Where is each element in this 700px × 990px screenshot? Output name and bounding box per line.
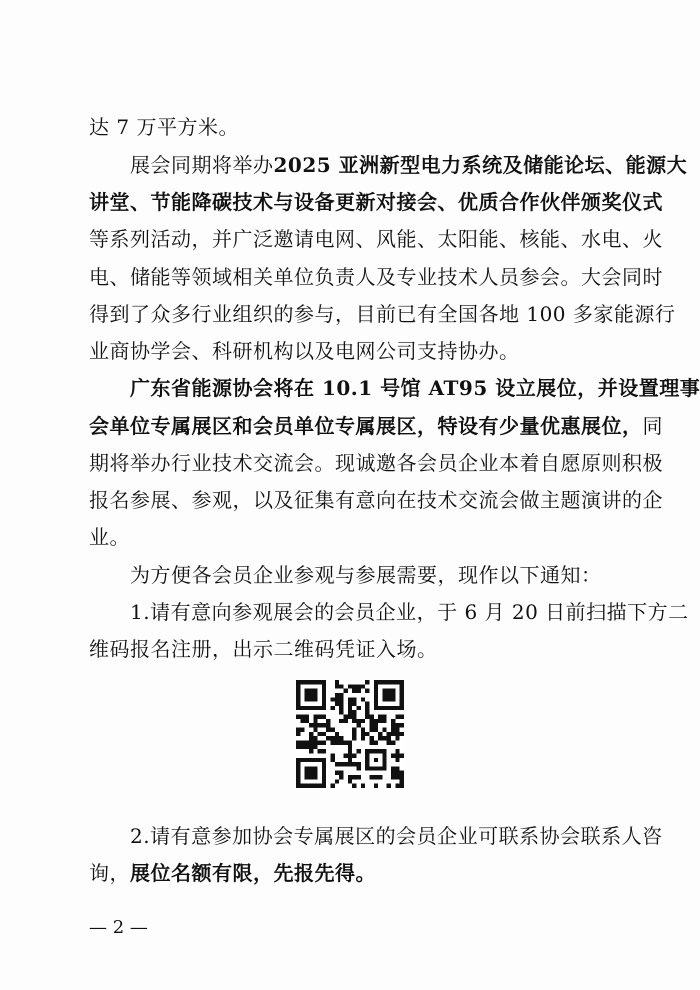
text-line	[89, 299, 675, 329]
text-line	[89, 262, 663, 292]
text-line	[89, 560, 602, 590]
bold-text-segment: 会单位专属展区和会员单位专属展区，特设有少量优惠展位，	[89, 414, 643, 438]
text-line	[89, 821, 663, 851]
text-segment: 电、储能等领域相关单位负责人及专业技术人员参会。大会同时	[89, 265, 663, 289]
text-line	[89, 336, 520, 366]
text-line	[89, 448, 663, 478]
text-segment: 同	[642, 414, 663, 438]
text-segment: 业商协学会、科研机构以及电网公司支持协办。	[89, 339, 520, 363]
bold-text-segment: 讲堂、节能降碳技术与设备更新对接会、优质合作伙伴颁奖仪式	[89, 190, 663, 214]
text-line	[89, 858, 376, 888]
text-line	[89, 597, 689, 627]
text-line	[89, 411, 663, 441]
text-line	[89, 150, 687, 180]
text-segment: 2.请有意参加协会专属展区的会员企业可联系协会联系人咨	[89, 824, 663, 848]
text-line	[89, 634, 438, 664]
page-number: — 2 —	[89, 917, 148, 938]
text-segment: 展会同期将举办	[89, 153, 274, 177]
text-line	[89, 224, 663, 254]
text-segment: 达 7 万平方米。	[89, 115, 239, 139]
bold-text-segment: 展位名额有限，先报先得。	[130, 861, 376, 885]
registration-qr-code	[296, 680, 404, 788]
text-segment: 为方便各会员企业参观与参展需要，现作以下通知：	[89, 563, 602, 587]
bold-text-segment: 2025 亚洲新型电力系统及储能论坛、能源大	[273, 153, 688, 177]
text-segment: 期将举办行业技术交流会。现诚邀各会员企业本着自愿原则积极	[89, 451, 663, 475]
text-segment: 询，	[89, 861, 130, 885]
text-segment: 维码报名注册，出示二维码凭证入场。	[89, 637, 438, 661]
bold-text-segment: 广东省能源协会将在 10.1 号馆 AT95 设立展位，并设置理事	[89, 376, 700, 400]
text-line	[89, 112, 239, 142]
text-line	[89, 373, 700, 403]
text-line	[89, 522, 130, 552]
text-segment: 1.请有意向参观展会的会员企业，于 6 月 20 日前扫描下方二	[89, 600, 689, 624]
text-segment: 业。	[89, 525, 130, 549]
text-segment: 报名参展、参观，以及征集有意向在技术交流会做主题演讲的企	[89, 488, 663, 512]
text-line	[89, 187, 663, 217]
text-line	[89, 485, 663, 515]
text-segment: 得到了众多行业组织的参与，目前已有全国各地 100 多家能源行	[89, 302, 676, 326]
text-segment: 等系列活动，并广泛邀请电网、风能、太阳能、核能、水电、火	[89, 227, 663, 251]
